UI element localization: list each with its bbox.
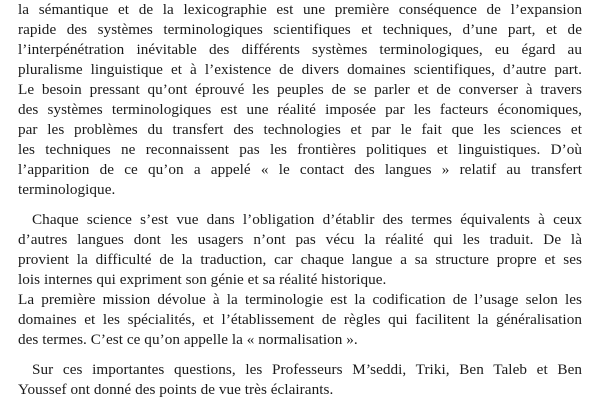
- text-line: des systèmes terminologiques est une réalité imposée par les facteurs économiques,: [18, 101, 582, 118]
- text-line: Youssef ont donné des points de vue très éclairants.: [18, 381, 334, 398]
- text-line: domaines et les spécialités, et l’établissement de règles qui facilitent la généralisation: [18, 311, 582, 328]
- text-line: la sémantique et de la lexicographie est une première conséquence de l’expansion: [18, 1, 582, 18]
- text-line: Chaque science s’est vue dans l’obligation d’établir des termes équivalents à ceux: [32, 211, 582, 228]
- text-line: pluralisme linguistique et à l’existence de divers domaines scientifiques, d’autre part.: [18, 61, 582, 78]
- text-line: par les problèmes du transfert des technologies et par le fait que les sciences et: [18, 121, 582, 138]
- text-line: rapide des systèmes terminologiques scientifiques et techniques, d’une part, et de: [18, 21, 582, 38]
- text-line: d’autres langues dont les usagers n’ont pas vécu la réalité qui les traduit. De là: [18, 231, 582, 248]
- text-line: La première mission dévolue à la terminologie est la codification de l’usage selon les: [18, 291, 582, 308]
- text-line: provient la difficulté de la traduction, car chaque langue a sa structure propre et ses: [18, 251, 582, 268]
- text-line: lois internes qui expriment son génie et sa réalité historique.: [18, 271, 387, 288]
- text-line: l’apparition de ce qu’on a appelé « le contact des langues » relatif au transfert: [18, 161, 582, 178]
- text-line: Le besoin pressant qu’ont éprouvé les peuples de se parler et de converser à travers: [18, 81, 582, 98]
- text-line: l’interpénétration inévitable des différents systèmes terminologiques, eu égard au: [18, 41, 582, 58]
- text-line: terminologique.: [18, 181, 116, 198]
- text-line: Sur ces importantes questions, les Professeurs M’seddi, Triki, Ben Taleb et Ben: [32, 361, 582, 378]
- text-line: des termes. C’est ce qu’on appelle la « normalisation ».: [18, 331, 358, 348]
- text-line: les techniques ne reconnaissent pas les frontières politiques et linguistiques. D’où: [18, 141, 582, 158]
